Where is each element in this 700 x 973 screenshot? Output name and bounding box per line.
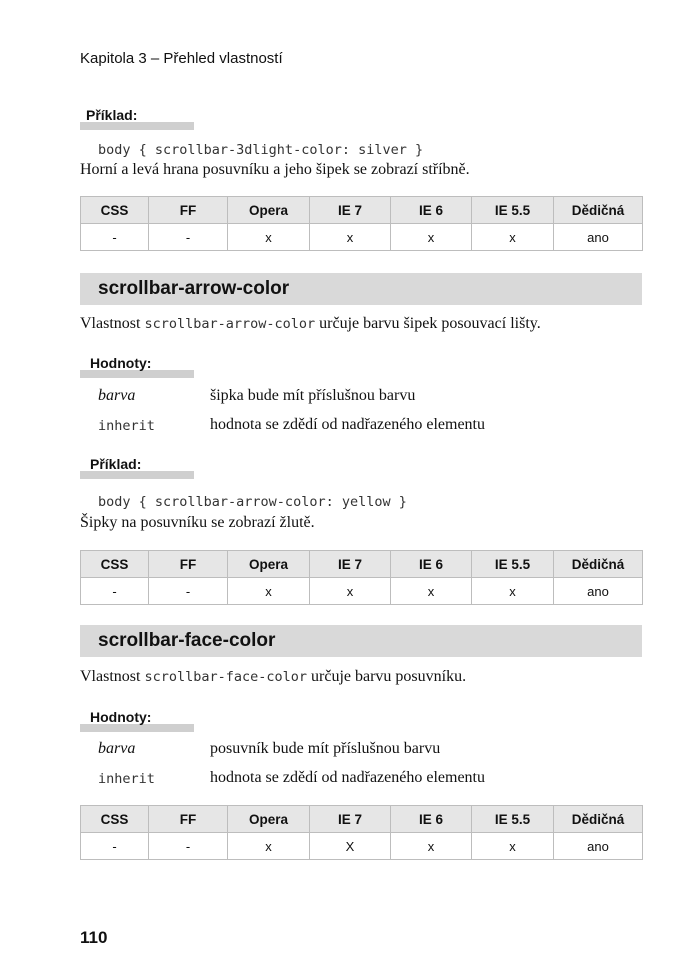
intro-text: určuje barvu šipek posouvací lišty. [319,315,541,332]
cell-ie7: X [310,833,391,860]
col-opera: Opera [228,197,310,224]
property-intro [80,315,541,333]
col-ie6: IE 6 [391,197,472,224]
value-desc: hodnota se zdědí od nadřazeného elementu [210,416,485,433]
col-css: CSS [81,197,149,224]
intro-code: scrollbar-face-color [144,669,308,685]
cell-opera: x [228,578,310,605]
support-table [80,550,643,605]
col-inherited: Dědičná [554,806,643,833]
label-underline [80,370,194,378]
col-inherited: Dědičná [554,197,643,224]
example-label [80,107,137,123]
col-ie7: IE 7 [310,806,391,833]
cell-opera: x [228,224,310,251]
example-label [80,456,141,472]
cell-ie6: x [391,224,472,251]
value-desc: posuvník bude mít příslušnou barvu [210,740,441,757]
col-css: CSS [81,806,149,833]
label-underline [80,122,194,130]
cell-ie55: x [472,578,554,605]
values-label [80,355,151,371]
support-table-header [81,806,643,833]
col-inherited: Dědičná [554,551,643,578]
value-desc: hodnota se zdědí od nadřazeného elementu [210,769,485,786]
value-term: inherit [98,418,155,434]
col-ie7: IE 7 [310,551,391,578]
values-label-text: Hodnoty: [90,709,152,725]
table-row [81,833,643,860]
col-ff: FF [149,197,228,224]
value-term: barva [98,740,136,757]
cell-ie55: x [472,224,554,251]
cell-ff: - [149,833,228,860]
intro-text: Vlastnost [80,315,141,332]
cell-ie7: x [310,224,391,251]
values-label [80,709,151,725]
value-desc: šipka bude mít příslušnou barvu [210,387,416,404]
values-label-text: Hodnoty: [90,355,152,371]
support-table-header [81,551,643,578]
col-ff: FF [149,551,228,578]
intro-text: Vlastnost [80,668,141,685]
label-underline [80,471,194,479]
cell-css: - [81,224,149,251]
cell-opera: x [228,833,310,860]
col-ie55: IE 5.5 [472,197,554,224]
table-row [81,224,643,251]
example-description: Horní a levá hrana posuvníku a jeho šipek se zobrazí stříbně. [80,161,470,178]
col-css: CSS [81,551,149,578]
cell-ie6: x [391,833,472,860]
label-underline [80,724,194,732]
intro-code: scrollbar-arrow-color [144,316,316,332]
cell-ff: - [149,578,228,605]
cell-ie55: x [472,833,554,860]
value-term: barva [98,387,136,404]
cell-ff: - [149,224,228,251]
col-ie55: IE 5.5 [472,806,554,833]
cell-inherited: ano [554,578,643,605]
page-number: 110 [80,928,108,947]
cell-ie6: x [391,578,472,605]
example-label-text: Příklad: [86,107,138,123]
col-ie55: IE 5.5 [472,551,554,578]
running-header: Kapitola 3 – Přehled vlastností [80,50,283,67]
col-opera: Opera [228,806,310,833]
cell-css: - [81,578,149,605]
col-opera: Opera [228,551,310,578]
col-ie6: IE 6 [391,806,472,833]
support-table-header [81,197,643,224]
property-heading: scrollbar-face-color [80,625,642,657]
cell-inherited: ano [554,224,643,251]
col-ie6: IE 6 [391,551,472,578]
cell-ie7: x [310,578,391,605]
property-intro [80,668,466,686]
example-description: Šipky na posuvníku se zobrazí žlutě. [80,514,315,531]
property-heading: scrollbar-arrow-color [80,273,642,305]
col-ie7: IE 7 [310,197,391,224]
support-table [80,805,643,860]
cell-inherited: ano [554,833,643,860]
code-example: body { scrollbar-3dlight-color: silver } [98,142,424,158]
support-table [80,196,643,251]
intro-text: určuje barvu posuvníku. [311,668,467,685]
table-row [81,578,643,605]
cell-css: - [81,833,149,860]
value-term: inherit [98,771,155,787]
code-example: body { scrollbar-arrow-color: yellow } [98,494,407,510]
example-label-text: Příklad: [90,456,142,472]
col-ff: FF [149,806,228,833]
